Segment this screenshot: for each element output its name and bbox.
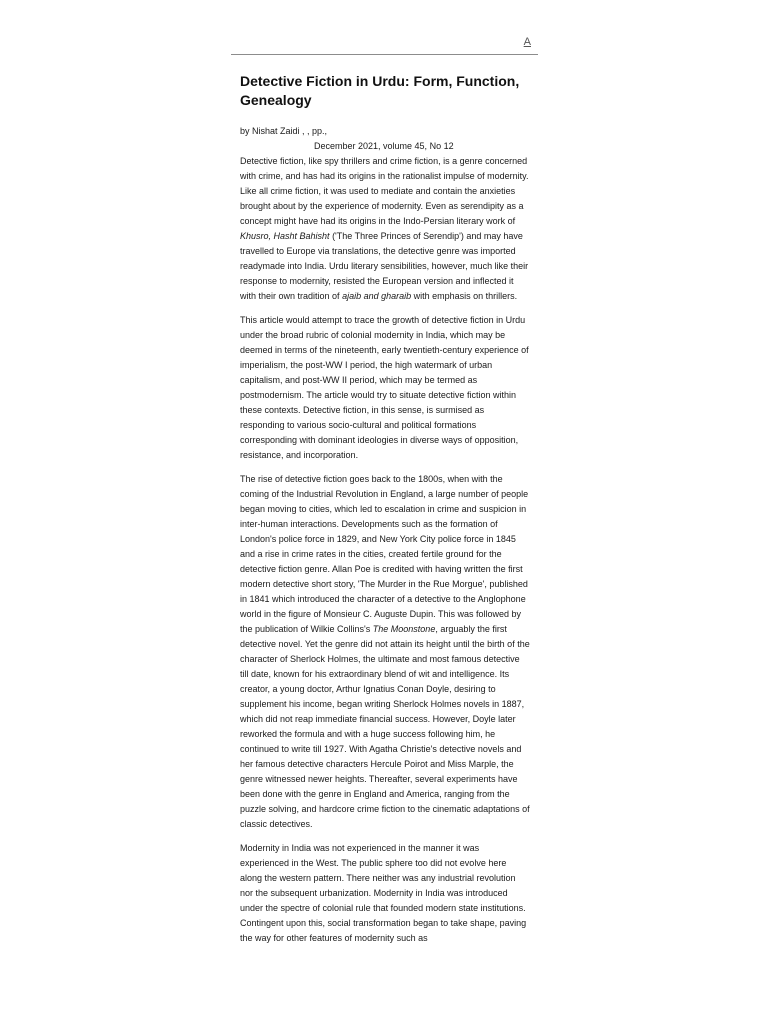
article-title: Detective Fiction in Urdu: Form, Function, Genealogy bbox=[240, 73, 520, 108]
reader-toolbar bbox=[231, 30, 538, 55]
paragraph-2: This article would attempt to trace the growth of detective fiction in Urdu under the broad rubric of colonial modernity in India, which may be deemed in terms of the nineteenth, early twentieth-century experience of imperialism, the post-WW I period, the high watermark of urban capitalism, and post-WW II period, which may be termed as postmodernism. The article would try to situate detective fiction within these contexts. Detective fiction, in this sense, is surmised as responding to various socio-cultural and political formations corresponding with dominant ideologies in diverse ways of opposition, resistance, and incorporation. bbox=[240, 315, 529, 460]
work-title-moonstone: The Moonstone bbox=[372, 624, 436, 634]
article-byline: by Nishat Zaidi , , pp., bbox=[240, 126, 328, 136]
article-issue: December 2021, volume 45, No 12 bbox=[314, 141, 454, 151]
paragraph-3: The rise of detective fiction goes back to the 1800s, when with the coming of the Industrial Revolution in England, a large number of people began moving to cities, which led to escalation in crime and suspicion in inter-human interactions. Developments such as the formation of London's police force in 1829, and New York City police force in 1845 and a rise in crime rates in the cities, created fertile ground for the detective fiction genre. Allan Poe is credited with having written the first modern detective short story, 'The Murder in the Rue Morgue', published in 1841 which introduced the character of a detective to the Anglophone world in the figure of Monsieur C. Auguste Dupin. This was followed by the publication of Wilkie Collins's The Moonstone, arguably the first detective novel. Yet the genre did not attain its height until the birth of the character of Sherlock Holmes, the ultimate and most famous detective till date, known for his extraordinary blend of wit and intelligence. Its creator, a young doctor, Arthur Ignatius Conan Doyle, desiring to supplement his income, began writing Sherlock Holmes novels in 1887, which did not reap immediate financial success. However, Doyle later reworked the formula and with a huge success following him, he continued to write till 1927. With Agatha Christie's detective novels and her famous detective characters Hercule Poirot and Miss Marple, the genre witnessed newer heights. Thereafter, several experiments have been done with the genre in England and America, ranging from the puzzle solving, and hardcore crime fiction to the cinematic adaptations of classic detectives. bbox=[240, 474, 530, 829]
term-ajaib-gharaib: ajaib and gharaib bbox=[342, 291, 412, 301]
work-title-khusro: Khusro, Hasht Bahisht bbox=[240, 231, 330, 241]
paragraph-1: Detective fiction, like spy thrillers and crime fiction, is a genre concerned with crime, and has had its origins in the rationalist impulse of modernity. Like all crime fiction, it was used to mediate and contain the anxieties brought about by the experience of modernity. Even as serendipity as a concept might have had its origins in the Indo-Persian literary work of Khusro, Hasht Bahisht ('The Three Princes of Serendip') and may have travelled to Europe via translations, the detective genre was imported readymade into India. Urdu literary sensibilities, however, much like their response to modernity, resisted the European version and inflected it with their own tradition of ajaib and gharaib with emphasis on thrillers. bbox=[240, 156, 529, 301]
article bbox=[240, 72, 530, 955]
font-size-icon[interactable]: A bbox=[523, 36, 531, 48]
paragraph-4: Modernity in India was not experienced in the manner it was experienced in the West. The public sphere too did not evolve here along the western pattern. There neither was any industrial revolution nor the subsequent urbanization. Modernity in India was introduced under the spectre of colonial rule that founded modern state institutions. Contingent upon this, social transformation began to take shape, paving the way for other features of modernity such as bbox=[240, 843, 527, 943]
